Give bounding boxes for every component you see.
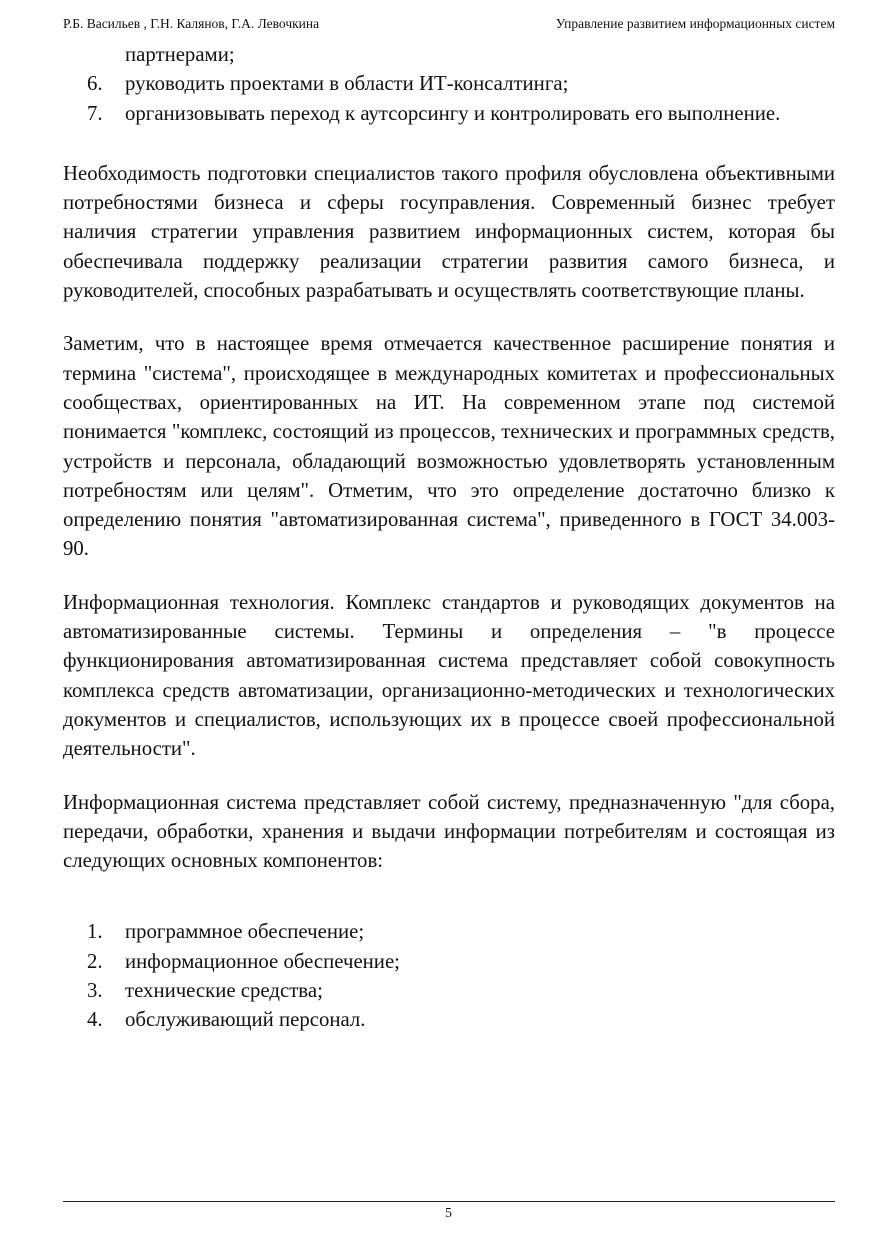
paragraph-specialists-need: Необходимость подготовки специалистов такого профиля обусловлена объективными потребностями бизнеса и сферы госуправления. Современный бизнес требует наличия стратегии управления развитием информационных систем, которая бы обеспечивала поддержку реализации стратегии развития самого бизнеса, и руководителей, способных разрабатывать и осуществлять соответствующие планы.	[63, 161, 835, 303]
list-item	[63, 99, 835, 128]
list-item-number: 4.	[87, 1008, 103, 1032]
list-item-number: 6.	[87, 72, 103, 96]
paragraph-automated-system: Информационная технология. Комплекс стандартов и руководящих документов на автоматизированные системы. Термины и определения – "в процессе функционирования автоматизированная система представляет собой совокупность комплекса средств автоматизации, организационно-методических и технологических документов и специалистов, использующих их в процессе своей профессиональной деятельности".	[63, 590, 835, 761]
header-title: Управление развитием информационных систем	[555, 16, 835, 31]
list-item-text: организовывать переход к аутсорсингу и контролировать его выполнение.	[125, 101, 781, 125]
page-number: 5	[445, 1206, 452, 1221]
list-item	[63, 917, 835, 946]
list-item-number: 7.	[87, 101, 103, 125]
list-item-number: 3.	[87, 979, 103, 1003]
paragraph-information-system: Информационная система представляет собой систему, предназначенную "для сбора, передачи, обработки, хранения и выдачи информации потребителям и состоящая из следующих основных компонентов:	[63, 790, 835, 873]
list-item	[63, 947, 835, 976]
list-item	[63, 976, 835, 1005]
list-item	[63, 1005, 835, 1034]
numbered-list-components	[63, 917, 835, 1034]
paragraph-system-definition: Заметим, что в настоящее время отмечается качественное расширение понятия и термина "система", происходящее в международных комитетах и профессиональных сообществах, ориентированных на ИТ. На современном этапе под системой понимается "комплекс, состоящий из процессов, технических и программных средств, устройств и персонала, обладающий возможностью удовлетворять установленным потребностям или целям". Отметим, что это определение достаточно близко к определению понятия "автоматизированная система", приведенного в ГОСТ 34.003-90.	[63, 332, 835, 561]
list-item-text: программное обеспечение;	[125, 920, 365, 944]
header-authors: Р.Б. Васильев , Г.Н. Калянов, Г.А. Левочкина	[63, 16, 320, 31]
list-item-text: технические средства;	[125, 979, 323, 1003]
footer-divider	[63, 1201, 835, 1202]
list-item-text: партнерами;	[125, 43, 235, 66]
numbered-list-top	[63, 40, 835, 128]
list-item	[63, 69, 835, 98]
list-item-number: 1.	[87, 920, 103, 944]
list-item-continuation	[63, 40, 835, 69]
list-item-text: руководить проектами в области ИТ-консалтинга;	[125, 72, 569, 96]
page-body	[63, 40, 835, 1035]
list-item-text: обслуживающий персонал.	[125, 1008, 366, 1032]
list-item-text: информационное обеспечение;	[125, 949, 400, 973]
list-item-number: 2.	[87, 949, 103, 973]
